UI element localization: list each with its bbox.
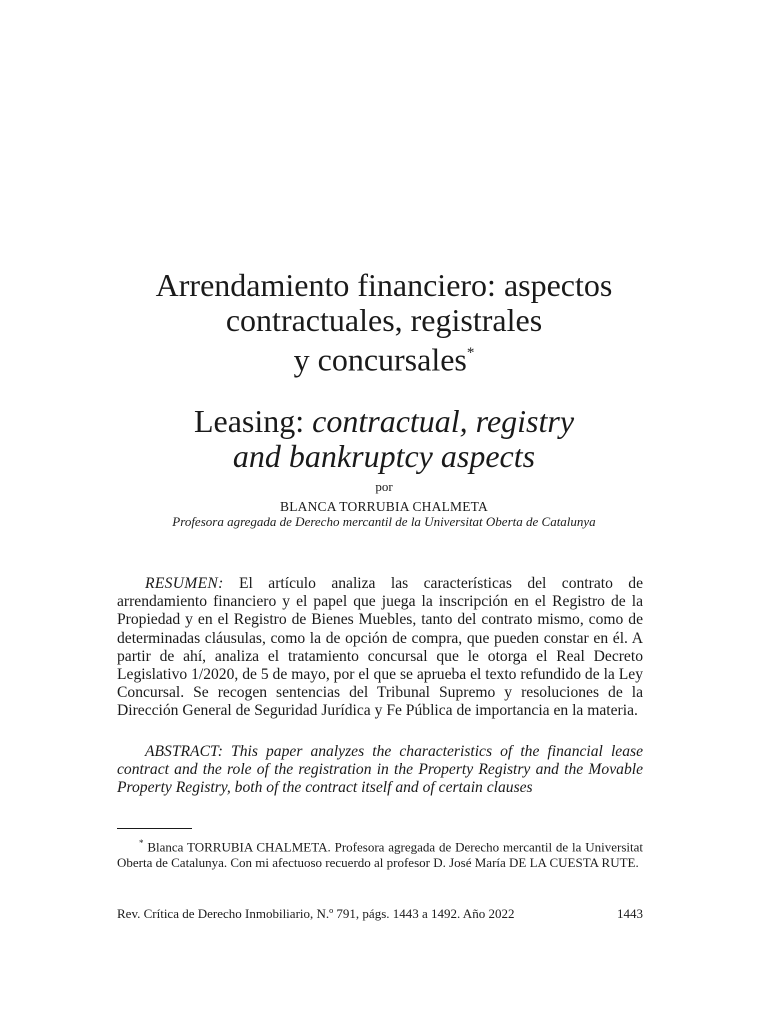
author-affiliation: Profesora agregada de Derecho mercantil de la Universitat Oberta de Catalunya <box>172 514 596 529</box>
title-footnote-mark[interactable]: * <box>466 345 475 361</box>
abstract-paragraph <box>117 743 643 798</box>
resumen-text: El artículo analiza las características del contrato de arrendamiento financiero y el papel que juega la inscripción en el Registro de la Propiedad y en el Registro de Bienes Muebles, tanto del contrato mismo, como de determinadas cláusulas, como la de opción de compra, que pueden constar en él. A partir de ahí, analiza el tratamiento concursal que le otorga el Real Decreto Legislativo 1/2020, de 5 de mayo, por el que se aprueba el texto refundido de la Ley Concursal. Se recogen sentencias del Tribunal Supremo y resoluciones de la Dirección General de Seguridad Jurídica y Fe Pública de importancia en la materia. <box>117 575 643 720</box>
title-spanish <box>0 268 768 378</box>
title-english-italic-1: contractual, registry <box>312 403 575 439</box>
footnote <box>117 835 643 871</box>
journal-citation: Rev. Crítica de Derecho Inmobiliario, N.º 791, págs. 1443 a 1492. Año 2022 <box>117 906 515 921</box>
page-number: 1443 <box>617 906 643 921</box>
title-spanish-line-2: contractuales, registrales <box>225 302 543 338</box>
title-english-line-1 <box>0 404 768 439</box>
resumen-paragraph <box>117 575 643 721</box>
title-english <box>0 404 768 474</box>
title-spanish-line-3-text: y concursales <box>293 341 467 378</box>
title-english-line-2 <box>0 439 768 474</box>
title-spanish-line-3 <box>0 338 768 378</box>
abstract-text: This paper analyzes the characteristics of the financial lease contract and the role of the registration in the Property Registry and the Movable Property Registry, both of the contract itself and of certain clauses <box>117 743 643 797</box>
title-english-plain: Leasing: <box>193 403 313 439</box>
byline-por: por <box>375 479 393 494</box>
title-english-italic-2: and bankruptcy aspects <box>232 438 536 474</box>
title-spanish-line-1: Arrendamiento financiero: aspectos <box>155 267 613 303</box>
resumen-label: RESUMEN: <box>145 575 224 592</box>
footnote-mark: * <box>139 838 144 848</box>
author-name: BLANCA TORRUBIA CHALMETA <box>280 499 488 514</box>
abstract-label: ABSTRACT: <box>145 743 223 760</box>
footnote-text: Blanca TORRUBIA CHALMETA. Profesora agregada de Derecho mercantil de la Universitat Oberta de Catalunya. Con mi afectuoso recuerdo al profesor D. José María DE LA CUESTA RUTE. <box>117 839 643 871</box>
footnote-divider <box>117 828 192 829</box>
